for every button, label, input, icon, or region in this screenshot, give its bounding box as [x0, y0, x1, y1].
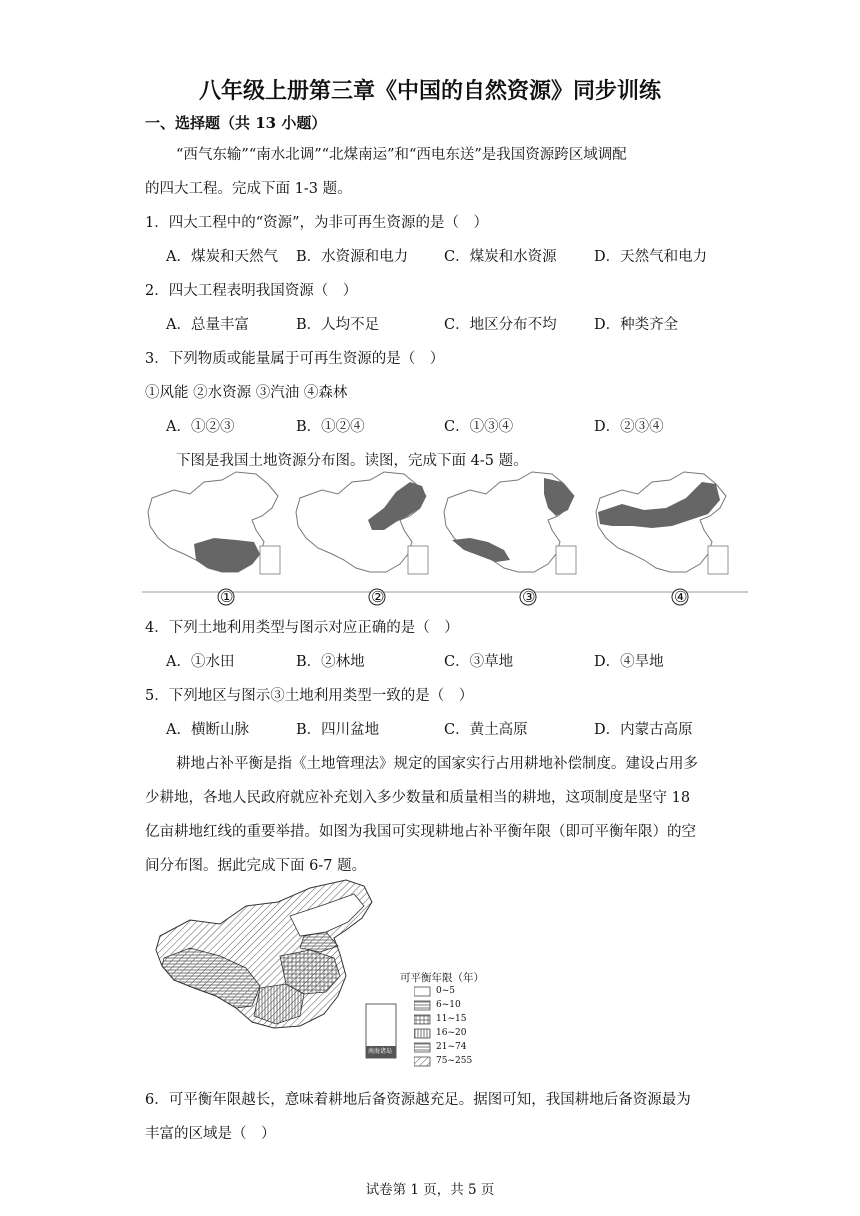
question-3-option-d: D．②③④ — [594, 419, 664, 435]
map-label-3: ③ — [522, 588, 536, 606]
intro-paragraph-3-line-2: 少耕地，各地人民政府就应补充划入多少数量和质量相当的耕地，这项制度是坚守 18 — [145, 790, 691, 806]
map-label-2: ② — [371, 588, 385, 606]
inset-label: 南海诸岛 — [368, 1048, 393, 1055]
legend-item-5: 21~74 — [436, 1042, 467, 1052]
land-resource-maps-figure — [140, 468, 750, 608]
question-3-stem: 3．下列物质或能量属于可再生资源的是（ ） — [145, 351, 445, 367]
question-5-option-b: B．四川盆地 — [296, 722, 380, 738]
question-2-stem: 2．四大工程表明我国资源（ ） — [145, 283, 358, 299]
legend-item-1: 0~5 — [436, 986, 455, 996]
question-2-option-c: C．地区分布不均 — [444, 317, 557, 333]
legend-item-3: 11~15 — [436, 1014, 467, 1024]
legend-item-2: 6~10 — [436, 1000, 461, 1010]
question-4-option-c: C．③草地 — [444, 654, 514, 670]
question-4-option-a: A．①水田 — [166, 654, 235, 670]
question-3-sub-items: ①风能 ②水资源 ③汽油 ④森林 — [145, 385, 348, 401]
page-title: 八年级上册第三章《中国的自然资源》同步训练 — [198, 78, 661, 104]
question-1-stem: 1．四大工程中的“资源”，为非可再生资源的是（ ） — [145, 215, 489, 231]
question-1-option-d: D．天然气和电力 — [594, 249, 708, 265]
map-4 — [596, 472, 728, 574]
question-6-stem-line-2: 丰富的区域是（ ） — [145, 1126, 276, 1142]
question-2-option-b: B．人均不足 — [296, 317, 380, 333]
question-5-stem: 5．下列地区与图示③土地利用类型一致的是（ ） — [145, 688, 474, 704]
question-5-option-c: C．黄土高原 — [444, 722, 528, 738]
map-3 — [444, 472, 576, 574]
map-2 — [296, 472, 428, 574]
intro-paragraph-1-line-1: “西气东输”“南水北调”“北煤南运”和“西电东送”是我国资源跨区域调配 — [176, 147, 627, 163]
question-4-option-b: B．②林地 — [296, 654, 365, 670]
legend-swatches — [414, 986, 432, 1076]
question-1-option-a: A．煤炭和天然气 — [166, 249, 278, 265]
question-5-option-d: D．内蒙古高原 — [594, 722, 693, 738]
question-3-option-b: B．①②④ — [296, 419, 365, 435]
question-2-option-a: A．总量丰富 — [166, 317, 249, 333]
question-3-option-c: C．①③④ — [444, 419, 514, 435]
question-3-option-a: A．①②③ — [166, 419, 235, 435]
question-1-option-b: B．水资源和电力 — [296, 249, 409, 265]
legend-title: 可平衡年限（年） — [400, 972, 484, 984]
intro-paragraph-1-line-2: 的四大工程。完成下面 1-3 题。 — [145, 181, 352, 197]
legend-item-4: 16~20 — [436, 1028, 467, 1038]
legend-item-6: 75~255 — [436, 1056, 473, 1066]
map-label-4: ④ — [674, 588, 688, 606]
question-5-option-a: A．横断山脉 — [166, 722, 249, 738]
intro-paragraph-3-line-3: 亿亩耕地红线的重要举措。如图为我国可实现耕地占补平衡年限（即可平衡年限）的空 — [145, 824, 696, 840]
question-6-stem-line-1: 6．可平衡年限越长，意味着耕地后备资源越充足。据图可知，我国耕地后备资源最为 — [145, 1092, 691, 1108]
page-footer: 试卷第 1 页，共 5 页 — [365, 1182, 495, 1198]
question-1-option-c: C．煤炭和水资源 — [444, 249, 557, 265]
section-heading: 一、选择题（共 13 小题） — [145, 114, 327, 132]
map-1 — [148, 472, 280, 574]
intro-paragraph-3-line-1: 耕地占补平衡是指《土地管理法》规定的国家实行占用耕地补偿制度。建设占用多 — [176, 756, 698, 772]
question-2-option-d: D．种类齐全 — [594, 317, 679, 333]
map-label-1: ① — [220, 588, 234, 606]
intro-paragraph-2: 下图是我国土地资源分布图。读图，完成下面 4-5 题。 — [176, 453, 528, 469]
legend — [414, 986, 494, 1076]
question-4-option-d: D．④旱地 — [594, 654, 664, 670]
question-4-stem: 4．下列土地利用类型与图示对应正确的是（ ） — [145, 620, 459, 636]
intro-paragraph-3-line-4: 间分布图。据此完成下面 6-7 题。 — [145, 858, 367, 874]
